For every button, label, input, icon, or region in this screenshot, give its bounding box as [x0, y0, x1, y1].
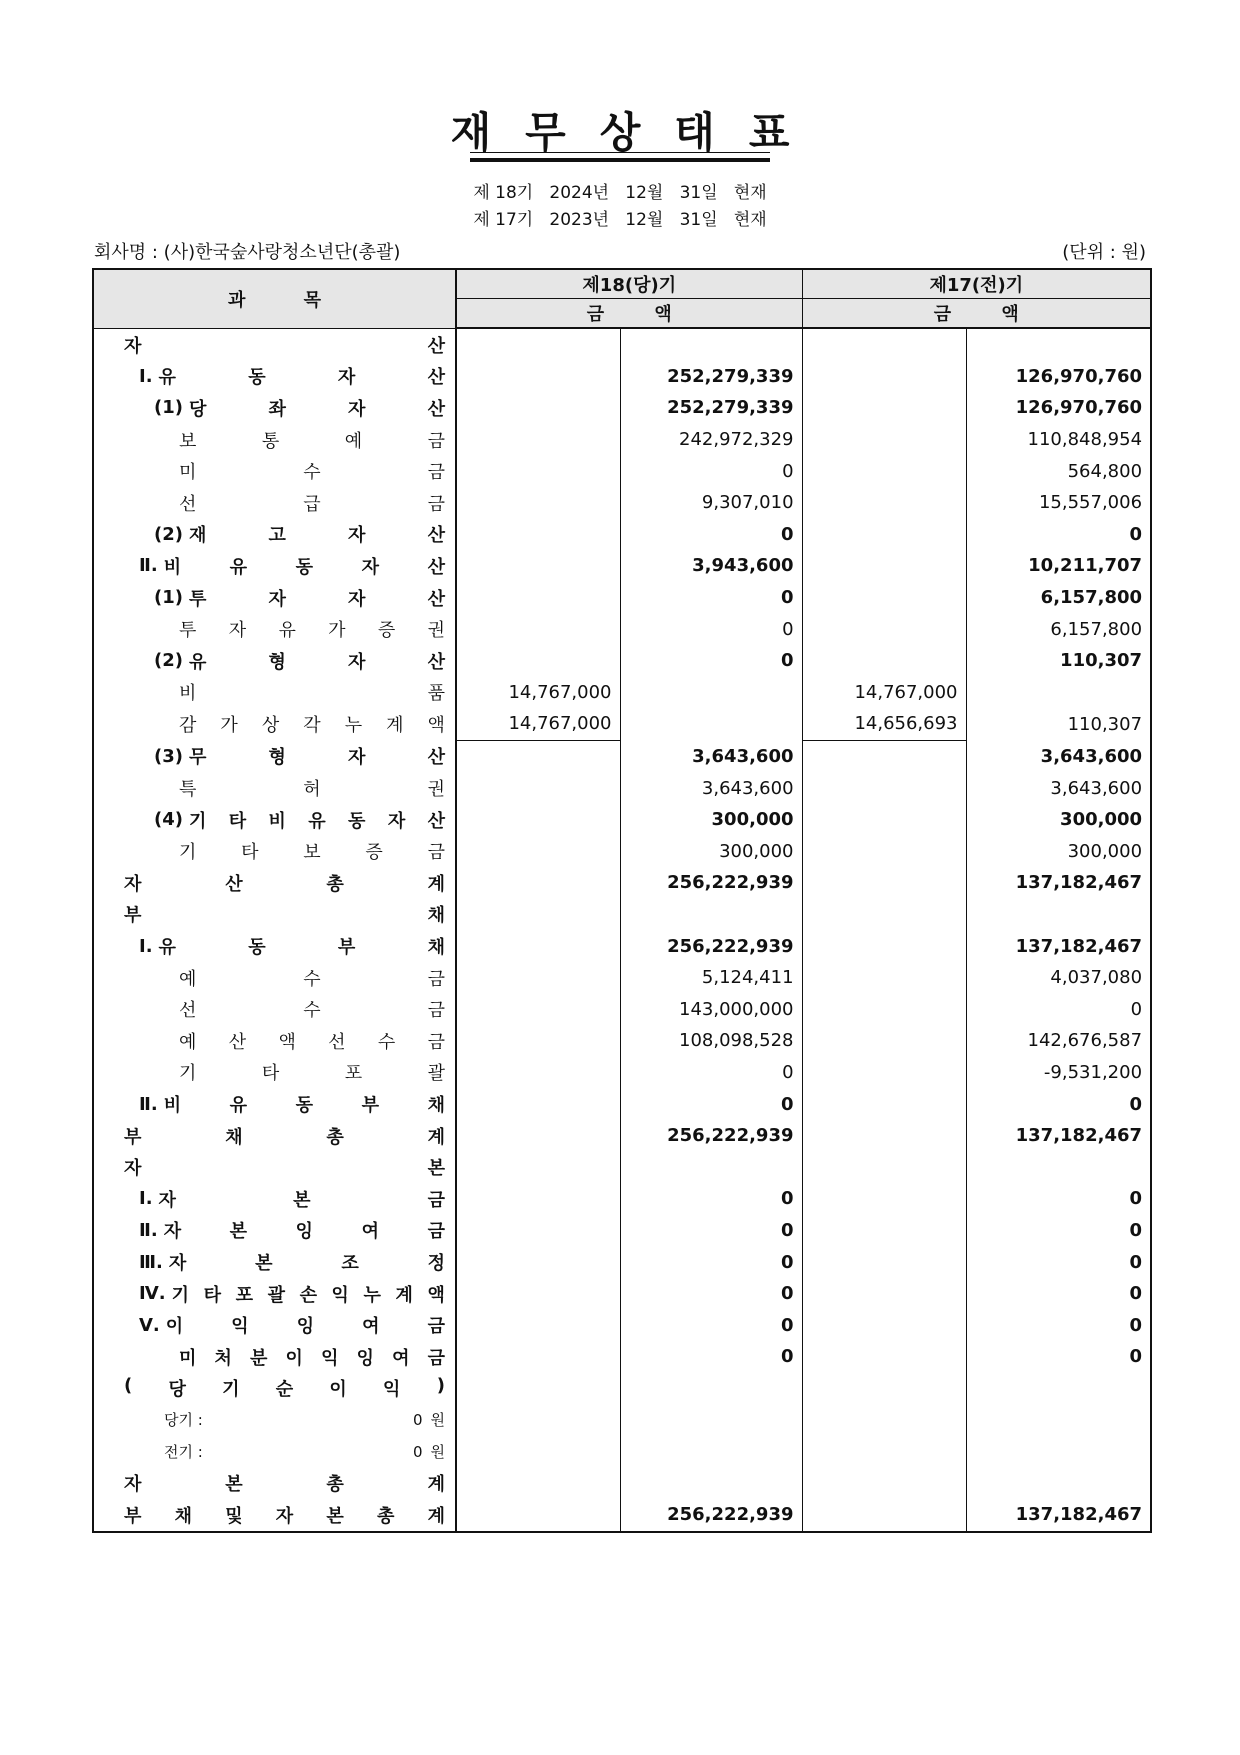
prior-detail-amount	[802, 361, 966, 393]
current-detail-amount	[456, 836, 620, 868]
table-row	[93, 1373, 1151, 1405]
prior-detail-amount	[802, 1467, 966, 1499]
current-detail-amount	[456, 645, 620, 677]
current-total-amount: 0	[620, 1246, 802, 1278]
account-cell	[93, 487, 456, 519]
current-total-amount	[620, 708, 802, 740]
prior-detail-amount	[802, 899, 966, 931]
table-row	[93, 424, 1151, 456]
current-detail-amount	[456, 392, 620, 424]
title-underline-thin	[470, 152, 770, 153]
account-label: 선 급 금	[179, 493, 445, 515]
prior-total-amount	[966, 1373, 1151, 1405]
account-label: 특 허 권	[179, 779, 445, 801]
table-row	[93, 613, 1151, 645]
current-total-amount: 256,222,939	[620, 867, 802, 899]
account-cell	[93, 1151, 456, 1183]
current-detail-amount	[456, 424, 620, 456]
account-cell	[93, 550, 456, 582]
table-row	[93, 1025, 1151, 1057]
current-total-amount: 0	[620, 1215, 802, 1247]
current-total-amount: 9,307,010	[620, 487, 802, 519]
prior-detail-amount	[802, 804, 966, 836]
current-total-amount: 256,222,939	[620, 1120, 802, 1152]
current-total-amount	[620, 1404, 802, 1436]
account-prefix: Ⅲ.	[139, 1251, 163, 1273]
prior-detail-amount	[802, 962, 966, 994]
account-label: 자 본 총 계	[124, 1474, 445, 1496]
account-label: 비 유 동 자 산	[163, 556, 445, 578]
prior-total-amount	[966, 899, 1151, 931]
current-total-amount: 256,222,939	[620, 930, 802, 962]
account-prefix: Ⅱ.	[139, 1219, 158, 1241]
prior-total-amount: 0	[966, 1341, 1151, 1373]
table-body	[93, 328, 1151, 1532]
current-detail-amount	[456, 1025, 620, 1057]
table-row	[93, 1341, 1151, 1373]
current-total-amount: 300,000	[620, 836, 802, 868]
prior-detail-amount	[802, 550, 966, 582]
current-total-amount: 256,222,939	[620, 1499, 802, 1532]
current-total-amount: 0	[620, 455, 802, 487]
account-prefix: (1)	[154, 397, 183, 419]
current-detail-amount	[456, 550, 620, 582]
title-underline-thick	[470, 158, 770, 162]
prior-total-amount: 137,182,467	[966, 1499, 1151, 1532]
prior-detail-amount	[802, 1057, 966, 1089]
prior-total-amount	[966, 1151, 1151, 1183]
account-label: 기 타 보 증 금	[179, 842, 445, 864]
current-total-amount: 5,124,411	[620, 962, 802, 994]
table-row	[93, 1499, 1151, 1532]
prior-total-amount: 3,643,600	[966, 772, 1151, 804]
current-total-amount	[620, 328, 802, 361]
currency-unit: 원	[430, 1411, 445, 1430]
account-cell	[93, 455, 456, 487]
current-total-amount	[620, 899, 802, 931]
period-prior: 제 17기 2023년 12월 31일 현재	[473, 210, 767, 230]
account-cell	[93, 361, 456, 393]
prior-detail-amount	[802, 1183, 966, 1215]
table-row	[93, 962, 1151, 994]
current-total-amount: 0	[620, 582, 802, 614]
current-detail-amount	[456, 1467, 620, 1499]
account-prefix: (3)	[154, 745, 183, 767]
current-detail-amount	[456, 519, 620, 551]
account-label: 미 처 분 이 익 잉 여 금	[179, 1347, 445, 1369]
account-label: 자 본 잉 여 금	[163, 1221, 445, 1243]
account-label: 이 익 잉 여 금	[165, 1316, 445, 1338]
current-total-amount: 108,098,528	[620, 1025, 802, 1057]
account-prefix: Ⅰ.	[139, 1188, 153, 1210]
prior-total-amount: 10,211,707	[966, 550, 1151, 582]
account-cell	[93, 993, 456, 1025]
prior-detail-amount	[802, 1025, 966, 1057]
prior-detail-amount	[802, 740, 966, 772]
current-detail-amount	[456, 455, 620, 487]
account-cell	[93, 962, 456, 994]
table-row	[93, 519, 1151, 551]
table-row	[93, 1057, 1151, 1089]
table-row	[93, 740, 1151, 772]
current-total-amount	[620, 1467, 802, 1499]
table-row	[93, 645, 1151, 677]
current-total-amount: 0	[620, 1309, 802, 1341]
prior-total-amount: 142,676,587	[966, 1025, 1151, 1057]
account-label: 기 타 포 괄	[179, 1063, 445, 1085]
prior-total-amount: 300,000	[966, 804, 1151, 836]
prior-detail-amount	[802, 613, 966, 645]
account-prefix: (4)	[154, 809, 183, 831]
account-cell	[93, 1436, 456, 1468]
table-row	[93, 455, 1151, 487]
current-total-amount: 0	[620, 613, 802, 645]
table-row	[93, 1309, 1151, 1341]
prior-total-amount: 3,643,600	[966, 740, 1151, 772]
prior-total-amount: 137,182,467	[966, 930, 1151, 962]
table-row	[93, 582, 1151, 614]
prior-total-amount: 6,157,800	[966, 613, 1151, 645]
account-cell	[93, 613, 456, 645]
prior-total-amount: 0	[966, 1215, 1151, 1247]
current-detail-amount	[456, 1246, 620, 1278]
account-cell	[93, 1404, 456, 1436]
account-cell	[93, 1499, 456, 1532]
current-detail-amount	[456, 1183, 620, 1215]
account-label: 투 자 자 산	[188, 588, 445, 610]
account-label: 예 수 금	[179, 968, 445, 990]
current-detail-amount	[456, 1309, 620, 1341]
current-total-amount: 3,643,600	[620, 772, 802, 804]
table-row	[93, 1088, 1151, 1120]
account-cell	[93, 645, 456, 677]
period-current: 제 18기 2024년 12월 31일 현재	[473, 183, 767, 203]
account-prefix: Ⅱ.	[139, 555, 158, 577]
current-detail-amount	[456, 772, 620, 804]
account-cell	[93, 1183, 456, 1215]
current-detail-amount	[456, 930, 620, 962]
prior-detail-amount	[802, 455, 966, 487]
table-row	[93, 1467, 1151, 1499]
table-row	[93, 899, 1151, 931]
prior-total-amount: 110,307	[966, 708, 1151, 740]
prior-total-amount: 137,182,467	[966, 1120, 1151, 1152]
prior-detail-amount	[802, 1404, 966, 1436]
current-detail-amount	[456, 1373, 620, 1405]
prior-detail-amount	[802, 836, 966, 868]
prior-total-amount: 300,000	[966, 836, 1151, 868]
current-total-amount: 0	[620, 645, 802, 677]
account-cell	[93, 1057, 456, 1089]
current-detail-amount: 14,767,000	[456, 677, 620, 709]
prior-total-amount: 6,157,800	[966, 582, 1151, 614]
current-detail-amount	[456, 1088, 620, 1120]
document-title: 재무상태표	[450, 108, 824, 157]
header-current-amount: 금 액	[456, 299, 802, 329]
prior-detail-amount	[802, 582, 966, 614]
period-label: 당기 :	[164, 1411, 203, 1430]
net-income-value: 0	[412, 1410, 423, 1429]
prior-total-amount: 137,182,467	[966, 867, 1151, 899]
prior-detail-amount	[802, 1151, 966, 1183]
current-detail-amount	[456, 1404, 620, 1436]
current-detail-amount	[456, 1436, 620, 1468]
account-label: 미 수 금	[179, 462, 445, 484]
current-total-amount: 3,643,600	[620, 740, 802, 772]
prior-total-amount: 15,557,006	[966, 487, 1151, 519]
header-prior-amount: 금 액	[802, 299, 1151, 329]
prior-detail-amount	[802, 1278, 966, 1310]
current-total-amount: 0	[620, 1183, 802, 1215]
prior-detail-amount	[802, 1215, 966, 1247]
prior-total-amount	[966, 677, 1151, 709]
prior-detail-amount	[802, 392, 966, 424]
account-prefix: (1)	[154, 587, 183, 609]
account-label: 자 본	[124, 1158, 445, 1180]
table-row	[93, 1151, 1151, 1183]
table-row	[93, 1278, 1151, 1310]
prior-detail-amount	[802, 772, 966, 804]
account-prefix: (2)	[154, 650, 183, 672]
account-label: 자 산	[124, 335, 445, 357]
prior-total-amount: 4,037,080	[966, 962, 1151, 994]
current-total-amount: 0	[620, 1057, 802, 1089]
current-total-amount: 0	[620, 1278, 802, 1310]
current-total-amount: 3,943,600	[620, 550, 802, 582]
account-label: 유 형 자 산	[188, 651, 445, 673]
account-cell	[93, 1025, 456, 1057]
net-income-value: 0	[412, 1442, 423, 1461]
table-row	[93, 930, 1151, 962]
table-row	[93, 867, 1151, 899]
account-label: 비 품	[179, 683, 445, 705]
account-prefix: (2)	[154, 523, 183, 545]
account-label: 재 고 자 산	[188, 525, 445, 547]
account-cell	[93, 1120, 456, 1152]
account-prefix: Ⅱ.	[139, 1093, 158, 1115]
account-cell	[93, 424, 456, 456]
table-row	[93, 487, 1151, 519]
prior-detail-amount	[802, 328, 966, 361]
table-row	[93, 392, 1151, 424]
account-cell	[93, 1341, 456, 1373]
account-label: 자 본 금	[158, 1189, 445, 1211]
account-label: 자 산 총 계	[124, 873, 445, 895]
account-cell	[93, 677, 456, 709]
current-total-amount: 143,000,000	[620, 993, 802, 1025]
table-row	[93, 677, 1151, 709]
table-row	[93, 361, 1151, 393]
prior-detail-amount	[802, 1120, 966, 1152]
account-label: 선 수 금	[179, 1000, 445, 1022]
current-total-amount: 0	[620, 1341, 802, 1373]
table-row	[93, 1246, 1151, 1278]
period-label: 전기 :	[164, 1443, 203, 1462]
prior-detail-amount: 14,656,693	[802, 708, 966, 740]
prior-total-amount: 0	[966, 519, 1151, 551]
current-detail-amount	[456, 899, 620, 931]
account-cell	[93, 708, 456, 740]
prior-detail-amount	[802, 1309, 966, 1341]
current-total-amount: 0	[620, 1088, 802, 1120]
header-prior-period: 제17(전)기	[802, 269, 1151, 299]
account-label: 유 동 자 산	[158, 367, 445, 389]
table-row	[93, 328, 1151, 361]
balance-sheet-table	[92, 268, 1152, 1533]
account-label: 기 타 비 유 동 자 산	[188, 810, 445, 832]
current-detail-amount	[456, 1215, 620, 1247]
prior-total-amount: 0	[966, 1088, 1151, 1120]
table-row	[93, 836, 1151, 868]
table-row	[93, 1215, 1151, 1247]
account-label: 부 채 및 자 본 총 계	[124, 1505, 445, 1527]
prior-total-amount: 0	[966, 1183, 1151, 1215]
current-total-amount	[620, 1151, 802, 1183]
account-cell	[93, 930, 456, 962]
current-detail-amount	[456, 1499, 620, 1532]
account-label: 자 본 조 정	[168, 1253, 445, 1275]
account-label: ( 당 기 순 이 익 )	[124, 1375, 445, 1401]
account-label: 부 채	[124, 905, 445, 927]
current-total-amount: 0	[620, 519, 802, 551]
table-row	[93, 1404, 1151, 1436]
current-detail-amount	[456, 867, 620, 899]
account-cell	[93, 1309, 456, 1341]
table-row	[93, 708, 1151, 740]
current-detail-amount	[456, 582, 620, 614]
account-cell	[93, 328, 456, 361]
account-cell	[93, 392, 456, 424]
prior-detail-amount	[802, 1373, 966, 1405]
account-cell	[93, 867, 456, 899]
prior-total-amount: 0	[966, 1246, 1151, 1278]
prior-detail-amount	[802, 1436, 966, 1468]
current-total-amount: 242,972,329	[620, 424, 802, 456]
current-detail-amount	[456, 962, 620, 994]
prior-detail-amount	[802, 1246, 966, 1278]
prior-total-amount: 126,970,760	[966, 392, 1151, 424]
account-cell	[93, 1278, 456, 1310]
account-label: 유 동 부 채	[158, 937, 445, 959]
current-total-amount	[620, 1373, 802, 1405]
prior-total-amount: 0	[966, 1309, 1151, 1341]
prior-detail-amount	[802, 519, 966, 551]
prior-detail-amount	[802, 424, 966, 456]
table-row	[93, 1183, 1151, 1215]
table-row	[93, 550, 1151, 582]
current-total-amount	[620, 677, 802, 709]
current-detail-amount	[456, 1151, 620, 1183]
current-detail-amount	[456, 993, 620, 1025]
account-label: 부 채 총 계	[124, 1126, 445, 1148]
header-account: 과 목	[93, 269, 456, 328]
prior-total-amount	[966, 1404, 1151, 1436]
prior-total-amount	[966, 1436, 1151, 1468]
prior-total-amount	[966, 328, 1151, 361]
account-cell	[93, 804, 456, 836]
account-label: 무 형 자 산	[188, 747, 445, 769]
unit-label: (단위 : 원)	[1062, 242, 1146, 263]
table-row	[93, 772, 1151, 804]
current-total-amount: 300,000	[620, 804, 802, 836]
current-detail-amount	[456, 1057, 620, 1089]
account-cell	[93, 899, 456, 931]
account-prefix: Ⅰ.	[139, 365, 153, 387]
prior-detail-amount	[802, 645, 966, 677]
current-detail-amount: 14,767,000	[456, 708, 620, 740]
account-cell	[93, 836, 456, 868]
prior-total-amount: -9,531,200	[966, 1057, 1151, 1089]
prior-total-amount: 126,970,760	[966, 361, 1151, 393]
current-detail-amount	[456, 487, 620, 519]
prior-detail-amount	[802, 930, 966, 962]
table-row	[93, 804, 1151, 836]
current-detail-amount	[456, 361, 620, 393]
account-label: 비 유 동 부 채	[163, 1095, 445, 1117]
prior-detail-amount	[802, 1088, 966, 1120]
prior-total-amount: 564,800	[966, 455, 1151, 487]
account-label: 보 통 예 금	[179, 430, 445, 452]
account-label: 감 가 상 각 누 계 액	[179, 715, 445, 737]
prior-total-amount: 0	[966, 1278, 1151, 1310]
account-cell	[93, 772, 456, 804]
account-prefix: Ⅳ.	[139, 1283, 166, 1305]
prior-detail-amount	[802, 993, 966, 1025]
account-label: 투 자 유 가 증 권	[179, 620, 445, 642]
prior-total-amount	[966, 1467, 1151, 1499]
currency-unit: 원	[430, 1443, 445, 1462]
account-cell	[93, 1088, 456, 1120]
prior-total-amount: 0	[966, 993, 1151, 1025]
header-current-period: 제18(당)기	[456, 269, 802, 299]
current-detail-amount	[456, 740, 620, 772]
current-detail-amount	[456, 1341, 620, 1373]
current-detail-amount	[456, 1120, 620, 1152]
table-row	[93, 1120, 1151, 1152]
prior-detail-amount	[802, 487, 966, 519]
account-label: 기 타 포 괄 손 익 누 계 액	[171, 1284, 445, 1306]
prior-total-amount: 110,307	[966, 645, 1151, 677]
current-detail-amount	[456, 328, 620, 361]
account-cell	[93, 582, 456, 614]
prior-detail-amount: 14,767,000	[802, 677, 966, 709]
prior-total-amount: 110,848,954	[966, 424, 1151, 456]
account-cell	[93, 740, 456, 772]
account-cell	[93, 1246, 456, 1278]
account-label: 예 산 액 선 수 금	[179, 1031, 445, 1053]
prior-detail-amount	[802, 1499, 966, 1532]
current-detail-amount	[456, 1278, 620, 1310]
current-detail-amount	[456, 613, 620, 645]
account-cell	[93, 1467, 456, 1499]
table-row	[93, 1436, 1151, 1468]
account-cell	[93, 1373, 456, 1405]
current-total-amount: 252,279,339	[620, 361, 802, 393]
account-cell	[93, 1215, 456, 1247]
current-detail-amount	[456, 804, 620, 836]
company-name: 회사명 : (사)한국숲사랑청소년단(총괄)	[94, 242, 401, 263]
account-cell	[93, 519, 456, 551]
current-total-amount: 252,279,339	[620, 392, 802, 424]
table-row	[93, 993, 1151, 1025]
current-total-amount	[620, 1436, 802, 1468]
account-label: 당 좌 자 산	[188, 398, 445, 420]
account-prefix: Ⅰ.	[139, 935, 153, 957]
prior-detail-amount	[802, 1341, 966, 1373]
prior-detail-amount	[802, 867, 966, 899]
account-prefix: Ⅴ.	[139, 1314, 160, 1336]
